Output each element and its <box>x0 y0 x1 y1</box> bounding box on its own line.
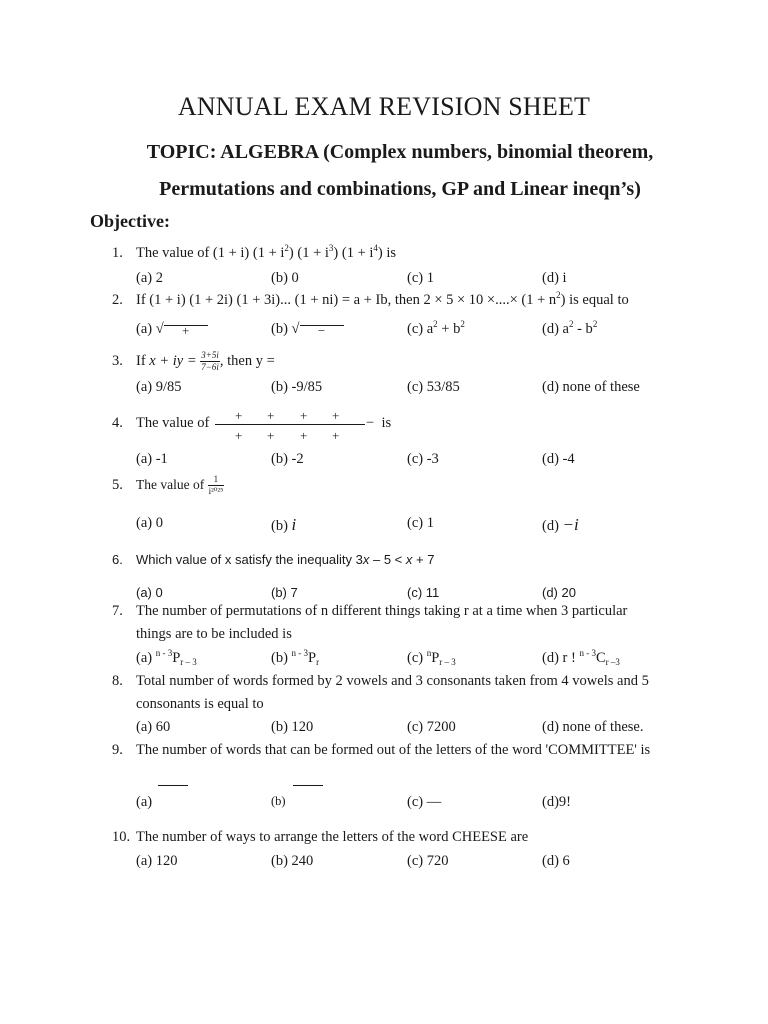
plus-sign: + <box>300 408 308 423</box>
option-a: (a) 9/85 <box>136 379 182 395</box>
option-a: (a) 120 <box>136 853 178 869</box>
fraction-bar <box>293 785 323 786</box>
question-7 <box>112 603 627 620</box>
question-2 <box>112 292 629 309</box>
question-number: 9. <box>112 742 123 758</box>
question-5 <box>112 474 224 497</box>
option-d: (d) none of these. <box>542 719 644 735</box>
question-4-tail: − is <box>366 415 392 431</box>
sqrt-bar: + <box>164 325 208 336</box>
question-9 <box>112 742 650 759</box>
fraction: $\frac{3+5i}{7-6i}$ <box>201 350 219 372</box>
option-d: (d) 20 <box>542 585 576 600</box>
question-number: 5. <box>112 476 123 493</box>
question-number: 8. <box>112 673 123 689</box>
plus-sign: + <box>267 428 275 443</box>
question-text: The value of $\frac{1}{\text{i²⁰²⁵}}$ <box>136 474 224 496</box>
topic-line-2: Permutations and combinations, GP and Linear ineqn’s) <box>159 178 641 200</box>
option-b: (b) 7 <box>271 585 298 600</box>
question-text: If (1 + i) (1 + 2i) (1 + 3i)... (1 + ni) = a + Ib, then 2 × 5 × 10 ×....× $(1 + n^2)$ is equal to <box>136 290 629 308</box>
question-10 <box>112 829 528 846</box>
option-a: (a) -1 <box>136 451 168 467</box>
plus-sign: + <box>235 428 243 443</box>
topic-line-1: TOPIC: ALGEBRA (Complex numbers, binomial theorem, <box>146 141 654 163</box>
question-8-text-cont: consonants is equal to <box>136 696 264 712</box>
fraction-expression <box>215 409 365 445</box>
option-c: (c) 11 <box>407 585 440 600</box>
option-b: (b) 120 <box>271 719 314 735</box>
option-d: (d) −i <box>542 515 579 534</box>
question-text: The number of ways to arrange the letters of the word CHEESE are <box>136 829 529 845</box>
plus-sign: + <box>332 408 340 423</box>
question-number: 1. <box>112 245 123 261</box>
question-text: The value of (1 + i) $(1 + i^2)$ $(1 + i^3)$ $(1 + i^4)$ is <box>136 243 397 261</box>
question-3 <box>112 350 275 373</box>
question-text: Total number of words formed by 2 vowels and 3 consonants taken from 4 vowels and 5 <box>136 673 649 689</box>
option-a: (a) 0 <box>136 515 163 531</box>
question-number: 6. <box>112 552 123 567</box>
fraction: $\frac{1}{\text{i²⁰²⁵}}$ <box>208 474 224 496</box>
option-c: (c) 720 <box>407 853 449 869</box>
option-d: (d)9! <box>542 794 571 810</box>
option-d: (d) none of these <box>542 379 640 395</box>
option-a: (a) 60 <box>136 719 171 735</box>
page-title: ANNUAL EXAM REVISION SHEET <box>177 92 591 121</box>
question-number: 4. <box>112 415 123 431</box>
question-number: 10. <box>112 829 131 845</box>
option-c: (c) $^nP_{r - 3}$ <box>407 648 456 667</box>
option-b: (b) $^{n - 3}P_r$ <box>271 648 320 667</box>
plus-sign: + <box>267 408 275 423</box>
option-c: (c) — <box>407 794 442 810</box>
option-a: (a) 0 <box>136 585 163 600</box>
question-6 <box>112 552 434 567</box>
question-text: The number of words that can be formed out of the letters of the word 'COMMITTEE' is <box>136 742 651 758</box>
option-a: (a) √ + <box>136 321 208 338</box>
question-text: The number of permutations of n different things taking r at a time when 3 particular <box>136 603 628 619</box>
question-text: Which value of x satisfy the inequality 3x – 5 < x + 7 <box>136 552 435 567</box>
option-a: (a) $^{n - 3}P_{r - 3}$ <box>136 648 197 667</box>
question-1 <box>112 245 396 262</box>
question-text: If x + iy = $\frac{3+5i}{7-6i}$ , then y = <box>136 350 275 372</box>
option-d: (d) r ! $^{n - 3}C_{r -3}$ <box>542 648 620 667</box>
option-b: (b) -2 <box>271 451 304 467</box>
option-c: (c) 53/85 <box>407 379 460 395</box>
fraction-bar <box>215 424 365 425</box>
option-a: (a) 2 <box>136 270 163 286</box>
option-c: (c) 1 <box>407 270 434 286</box>
section-heading: Objective: <box>90 211 170 231</box>
option-b: (b) √ − <box>271 321 344 338</box>
option-b: (b) 240 <box>271 853 314 869</box>
option-d: (d) -4 <box>542 451 575 467</box>
option-c: (c) $a^2 + b^2$ <box>407 319 465 337</box>
option-d: (d) i <box>542 270 567 286</box>
option-b: (b) <box>271 794 286 808</box>
question-7-text-cont: things are to be included is <box>136 626 292 642</box>
question-4 <box>112 415 209 432</box>
option-a: (a) <box>136 794 153 810</box>
plus-sign: + <box>235 408 243 423</box>
option-b: (b) -9/85 <box>271 379 323 395</box>
option-b: (b) 0 <box>271 270 299 286</box>
option-c: (c) -3 <box>407 451 439 467</box>
option-b: (b) i <box>271 515 297 534</box>
question-number: 7. <box>112 603 123 619</box>
sqrt-bar: − <box>300 325 344 336</box>
option-c: (c) 1 <box>407 515 434 531</box>
option-c: (c) 7200 <box>407 719 456 735</box>
plus-sign: + <box>300 428 308 443</box>
plus-sign: + <box>332 428 340 443</box>
question-text: The value of <box>136 415 210 431</box>
question-number: 3. <box>112 352 123 369</box>
question-8 <box>112 673 649 690</box>
option-d: (d) $a^2 - b^2$ <box>542 319 598 337</box>
option-d: (d) 6 <box>542 853 570 869</box>
fraction-bar <box>158 785 188 786</box>
question-number: 2. <box>112 292 123 308</box>
